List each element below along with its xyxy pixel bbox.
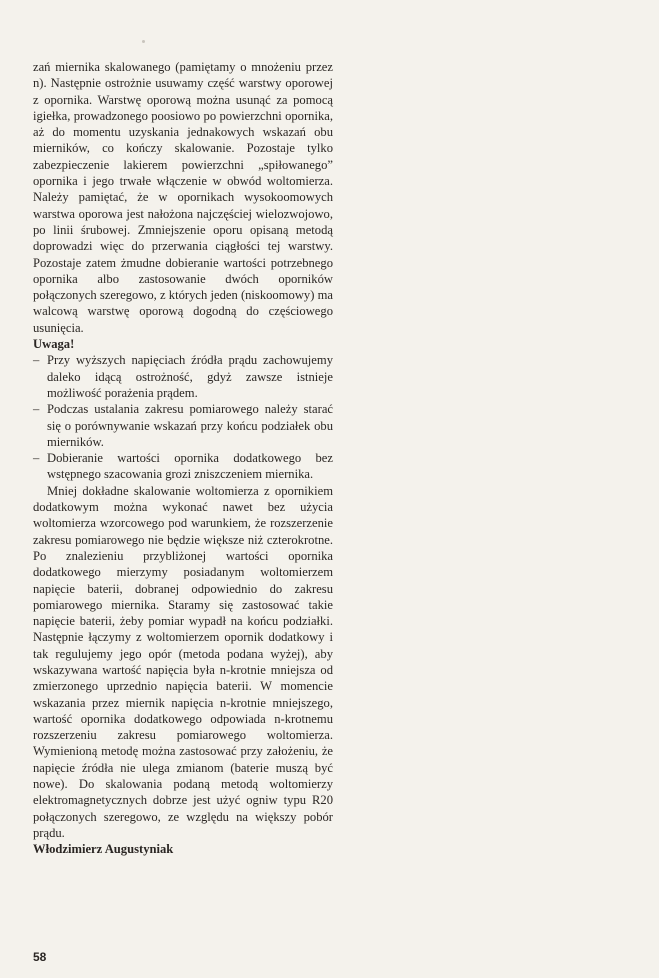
dash-marker: – <box>33 451 40 466</box>
paragraph-2: Mniej dokładne skalowanie woltomierza z opornikiem dodatkowym można wykonać nawet bez użycia woltomierza wzorcowego pod warunkiem, że rozszerzenie zakresu pomiarowego nie będzie większe niż czterokrotne. Po znalezieniu przybliżonej wartości opornika dodatkowego mierzymy posiadanym woltomierzem napięcie baterii, dobranej odpowiednio do zakresu pomiarowego miernika. Staramy się zastosować takie napięcie baterii, żeby pomiar wypadł na końcu podziałki. Następnie łączymy z woltomierzem opornik dodatkowy i tak regulujemy jego opór (metoda podana wyżej), aby wskazywana wartość napięcia była n-krotnie mniejsza od zmierzonego uprzednio napięcia baterii. W momencie wskazania przez miernik napięcia n-krotnie mniejszego, wartość opornika dodatkowego odpowiada n-krotnemu rozszerzeniu zakresu pomiarowego woltomierza. Wymienioną metodę można zastosować przy założeniu, że napięcie źródła nie ulega zmianom (baterie muszą być nowe). Do skalowania podaną metodą woltomierzy elektromagnetycznych dobrze jest użyć ogniw typu R20 połączonych szeregowo, ze względu na większy pobór prądu. <box>33 483 333 840</box>
warning-text-3: Dobieranie wartości opornika dodatkowego bez wstępnego szacowania grozi zniszczeniem miernika. <box>47 451 333 482</box>
warning-item-2 <box>33 401 333 450</box>
warning-text-2: Podczas ustalania zakresu pomiarowego należy starać się o porównywanie wskazań przy końcu podziałek obu mierników. <box>47 402 333 449</box>
article-column <box>33 59 333 858</box>
page-number: 58 <box>33 950 47 964</box>
author-signature: Włodzimierz Augustyniak <box>33 842 174 857</box>
paper-speck <box>142 40 145 43</box>
paragraph-1: zań miernika skalowanego (pamiętamy o mnożeniu przez n). Następnie ostrożnie usuwamy część warstwy oporowej z opornika. Warstwę oporową można usunąć za pomocą igiełka, prowadzonego poosiowo po powierzchni opornika, aż do momentu uzyskania jednakowych wskazań obu mierników, co kończy skalowanie. Pozostaje tylko zabezpieczenie lakierem powierzchni „spiłowanego” opornika i jego trwałe włączenie w obwód woltomierza. Należy pamiętać, że w opornikach wysokoomowych warstwa oporowa jest nałożona najczęściej wielozwojowo, po linii śrubowej. Zmniejszenie oporu opisaną metodą doprowadzi więc do przerwania ciągłości tej warstwy. Pozostaje zatem żmudne dobieranie wartości potrzebnego opornika albo zastosowanie dwóch oporników połączonych szeregowo, z których jeden (niskoomowy) ma walcową warstwę oporową dogodną do częściowego usunięcia. <box>33 60 333 335</box>
dash-marker: – <box>33 353 40 368</box>
warning-text-1: Przy wyższych napięciach źródła prądu zachowujemy daleko idącą ostrożność, gdyż zawsze istnieje możliwość porażenia prądem. <box>47 353 333 400</box>
warning-heading: Uwaga! <box>33 337 75 352</box>
dash-marker: – <box>33 402 40 417</box>
warning-item-1 <box>33 352 333 401</box>
warning-item-3 <box>33 450 333 483</box>
